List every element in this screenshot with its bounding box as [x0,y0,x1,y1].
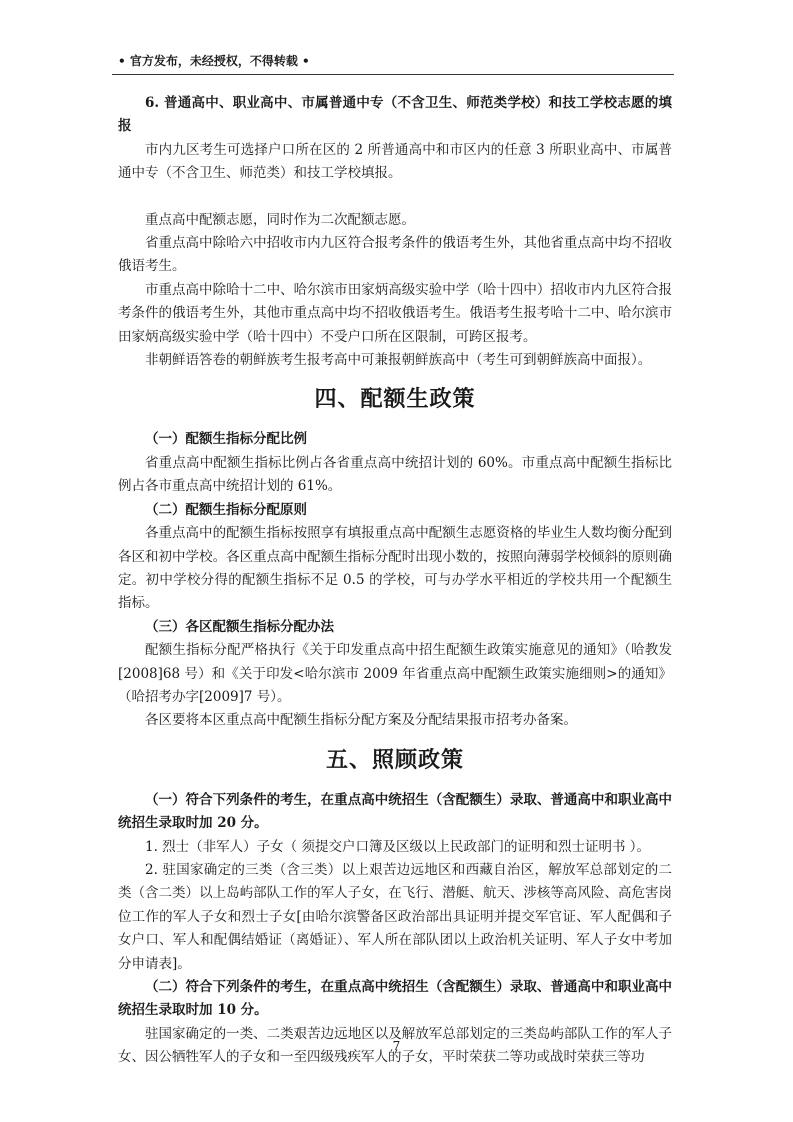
paragraph: 重点高中配额志愿，同时作为二次配额志愿。 [145,211,415,228]
page-header: • 官方发布，未经授权，不得转载 • [118,54,310,68]
subsection-heading: 6. 普通高中、职业高中、市属普通中专（不含卫生、师范类学校）和技工学校志愿的填报 [118,95,672,135]
list-item: 1. 烈士（非军人）子女（ 须提交户口簿及区级以上民政部门的证明和烈士证明书 ）。 [145,838,651,855]
paragraph: 市内九区考生可选择户口所在区的 2 所普通高中和市区内的任意 3 所职业高中、市属普通中专（不含卫生、师范类）和技工学校填报。 [118,141,672,182]
section-title-care-policy: 五、照顾政策 [325,746,464,773]
subheading: （三）各区配额生指标分配办法 [145,618,334,635]
paragraph: 非朝鲜语答卷的朝鲜族考生报考高中可兼报朝鲜族高中（考生可到朝鲜族高中面报）。 [145,352,652,369]
paragraph: 各区要将本区重点高中配额生指标分配方案及分配结果报市招考办备案。 [145,712,577,729]
paragraph: 省重点高中除哈六中招收市内九区符合报考条件的俄语考生外，其他省重点高中均不招收俄语考生。 [118,235,672,275]
subheading: （一）配额生指标分配比例 [145,431,307,448]
paragraph: 配额生指标分配严格执行《关于印发重点高中招生配额生政策实施意见的通知》（哈教发[2008]68 号）和《关于印发<哈尔滨市 2009 年省重点高中配额生政策实施细则>的通知》（哈招考办字[2009]7 号）。 [118,642,672,705]
page-content [118,92,672,1070]
paragraph: 省重点高中配额生指标比例占各省重点高中统招计划的 60%。市重点高中配额生指标比例占各市重点高中统招计划的 61%。 [118,454,672,495]
paragraph: 市重点高中除哈十二中、哈尔滨市田家炳高级实验中学（哈十四中）招收市内九区符合报考条件的俄语考生外，其他市重点高中均不招收俄语考生。俄语考生报考哈十二中、哈尔滨市田家炳高级实验中学（哈十四中）不受户口所在区限制，可跨区报考。 [118,281,672,345]
subheading: （二）符合下列条件的考生，在重点高中统招生（含配额生）录取、普通高中和职业高中统招生录取时加 10 分。 [118,979,672,1019]
paragraph: 各重点高中的配额生指标按照享有填报重点高中配额生志愿资格的毕业生人数均衡分配到各区和初中学校。各区重点高中配额生指标分配时出现小数的，按照向薄弱学校倾斜的原则确定。初中学校分得的配额生指标不足 0.5 的学校，可与办学水平相近的学校共用一个配额生指标。 [118,525,672,612]
spacer [118,186,672,209]
list-item: 2. 驻国家确定的三类（含三类）以上艰苦边远地区和西藏自治区，解放军总部划定的二类（含二类）以上岛屿部队工作的军人子女，在飞行、潜艇、航天、涉核等高风险、高危害岗位工作的军人子女和烈士子女[由哈尔滨警备区政治部出具证明并提交军官证、军人配偶和子女户口、军人和配偶结婚证（离婚证）、军人所在部队团以上政治机关证明、军人子女中考加分申请表]。 [118,861,672,972]
header-rule [112,74,674,75]
paragraph: 驻国家确定的一类、二类艰苦边远地区以及解放军总部划定的三类岛屿部队工作的军人子女、因公牺牲军人的子女和一至四级残疾军人的子女，平时荣获二等功或战时荣获三等功 [118,1025,672,1066]
section-title-quota: 四、配额生政策 [314,386,476,413]
page-number: 7 [392,1039,401,1053]
subheading: （一）符合下列条件的考生，在重点高中统招生（含配额生）录取、普通高中和职业高中统招生录取时加 20 分。 [118,791,672,832]
subheading: （二）配额生指标分配原则 [145,501,307,518]
